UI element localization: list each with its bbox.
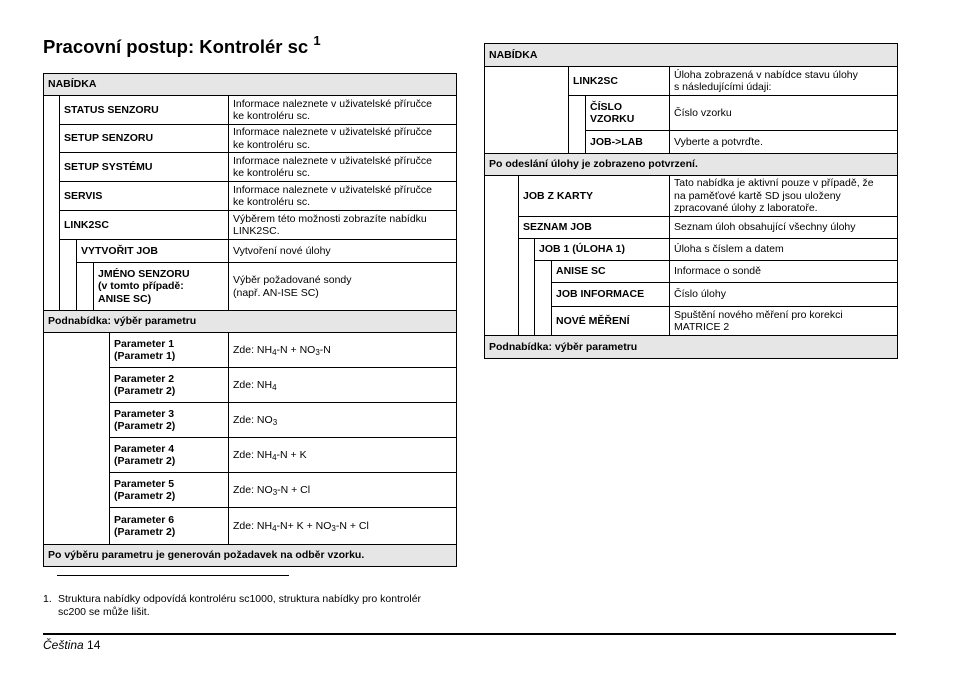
param-1: Parameter 1 (Parametr 1)	[109, 332, 229, 368]
menu-item-nove-mereni: NOVÉ MĚŘENÍ	[551, 306, 670, 336]
indent-spacer	[484, 175, 519, 336]
menu-item-job-informace: JOB INFORMACE	[551, 282, 670, 307]
param-5: Parameter 5 (Parametr 2)	[109, 472, 229, 508]
right-submenu-header: Podnabídka: výběr parametru	[484, 335, 898, 359]
indent-spacer	[534, 260, 552, 336]
param-6-value: Zde: $NH_4-N+ K + NO_3-N + Cl$	[228, 507, 457, 545]
menu-item-desc: Informace naleznete v uživatelské příručce ke kontroléru sc.	[228, 181, 457, 211]
menu-item-desc: Vyberte a potvrďte.	[669, 130, 898, 154]
menu-item-desc: Informace naleznete v uživatelské příručce ke kontroléru sc.	[228, 95, 457, 125]
menu-item-cislo-vzorku: ČÍSLO VZORKU	[585, 95, 670, 131]
param-3: Parameter 3 (Parametr 2)	[109, 402, 229, 438]
menu-item-job-lab: JOB->LAB	[585, 130, 670, 154]
menu-item-desc: Tato nabídka je aktivní pouze v případě, že na paměťové kartě SD jsou uloženy zpracované úlohy z laboratoře.	[669, 175, 898, 217]
menu-item-desc: Informace naleznete v uživatelské příručce ke kontroléru sc.	[228, 124, 457, 153]
param-6: Parameter 6 (Parametr 2)	[109, 507, 229, 545]
menu-item-setup-systemu: SETUP SYSTÉMU	[59, 152, 229, 182]
menu-item-jmeno-senzoru: JMÉNO SENZORU (v tomto případě: ANISE SC)	[93, 262, 229, 311]
param-4-value: Zde: $NH_4-N + K$	[228, 437, 457, 473]
param-2-value: Zde: $NH_4$	[228, 367, 457, 403]
param-1-value: Zde: $NH_4-N + NO_3-N$	[228, 332, 457, 368]
footnote-rule	[57, 575, 289, 576]
param-indent-spacer	[43, 332, 110, 545]
menu-item-link2sc: LINK2SC	[568, 66, 670, 96]
menu-item-job-1: JOB 1 (ÚLOHA 1)	[534, 238, 670, 261]
param-4: Parameter 4 (Parametr 2)	[109, 437, 229, 473]
param-2: Parameter 2 (Parametr 2)	[109, 367, 229, 403]
menu-item-status-senzoru: STATUS SENZORU	[59, 95, 229, 125]
param-5-value: Zde: $NO_3-N + Cl$	[228, 472, 457, 508]
indent-spacer	[59, 239, 77, 311]
menu-item-desc: Informace o sondě	[669, 260, 898, 283]
title-footnote-ref: 1	[313, 33, 321, 48]
indent-spacer	[484, 66, 569, 154]
footer-rule	[43, 633, 896, 635]
footer-language: Čeština	[43, 638, 84, 652]
indent-spacer	[76, 262, 94, 311]
left-menu-header: NABÍDKA	[43, 73, 457, 96]
right-menu-header: NABÍDKA	[484, 43, 898, 67]
indent-spacer	[518, 238, 535, 336]
menu-item-desc: Úloha zobrazená v nabídce stavu úlohy s následujícími údaji:	[669, 66, 898, 96]
menu-item-desc: Číslo úlohy	[669, 282, 898, 307]
indent-spacer	[568, 95, 586, 154]
menu-item-desc: Číslo vzorku	[669, 95, 898, 131]
menu-item-job-z-karty: JOB Z KARTY	[518, 175, 670, 217]
right-confirm-header: Po odeslání úlohy je zobrazeno potvrzení.	[484, 153, 898, 176]
menu-item-vytvorit-job: VYTVOŘIT JOB	[76, 239, 229, 263]
menu-item-desc: Vytvoření nové úlohy	[228, 239, 457, 263]
menu-item-desc: Seznam úloh obsahující všechny úlohy	[669, 216, 898, 239]
menu-item-desc: Výběr požadované sondy (např. AN-ISE SC)	[228, 262, 457, 311]
page-title: Pracovní postup: Kontrolér sc $^1$	[43, 33, 321, 57]
left-indent-spacer	[43, 95, 60, 311]
menu-item-link2sc: LINK2SC	[59, 210, 229, 240]
menu-item-anise-sc: ANISE SC	[551, 260, 670, 283]
menu-item-servis: SERVIS	[59, 181, 229, 211]
left-final-note: Po výběru parametru je generován požadavek na odběr vzorku.	[43, 544, 457, 567]
menu-item-desc: Spuštění nového měření pro korekci MATRICE 2	[669, 306, 898, 336]
menu-item-desc: Výběrem této možnosti zobrazíte nabídku LINK2SC.	[228, 210, 457, 240]
param-3-value: Zde: $NO_3$	[228, 402, 457, 438]
left-submenu-header: Podnabídka: výběr parametru	[43, 310, 457, 333]
page-footer	[43, 638, 100, 652]
menu-item-seznam-job: SEZNAM JOB	[518, 216, 670, 239]
menu-item-desc: Úloha s číslem a datem	[669, 238, 898, 261]
menu-item-desc: Informace naleznete v uživatelské příručce ke kontroléru sc.	[228, 152, 457, 182]
menu-item-setup-senzoru: SETUP SENZORU	[59, 124, 229, 153]
page-number: 14	[87, 638, 101, 652]
